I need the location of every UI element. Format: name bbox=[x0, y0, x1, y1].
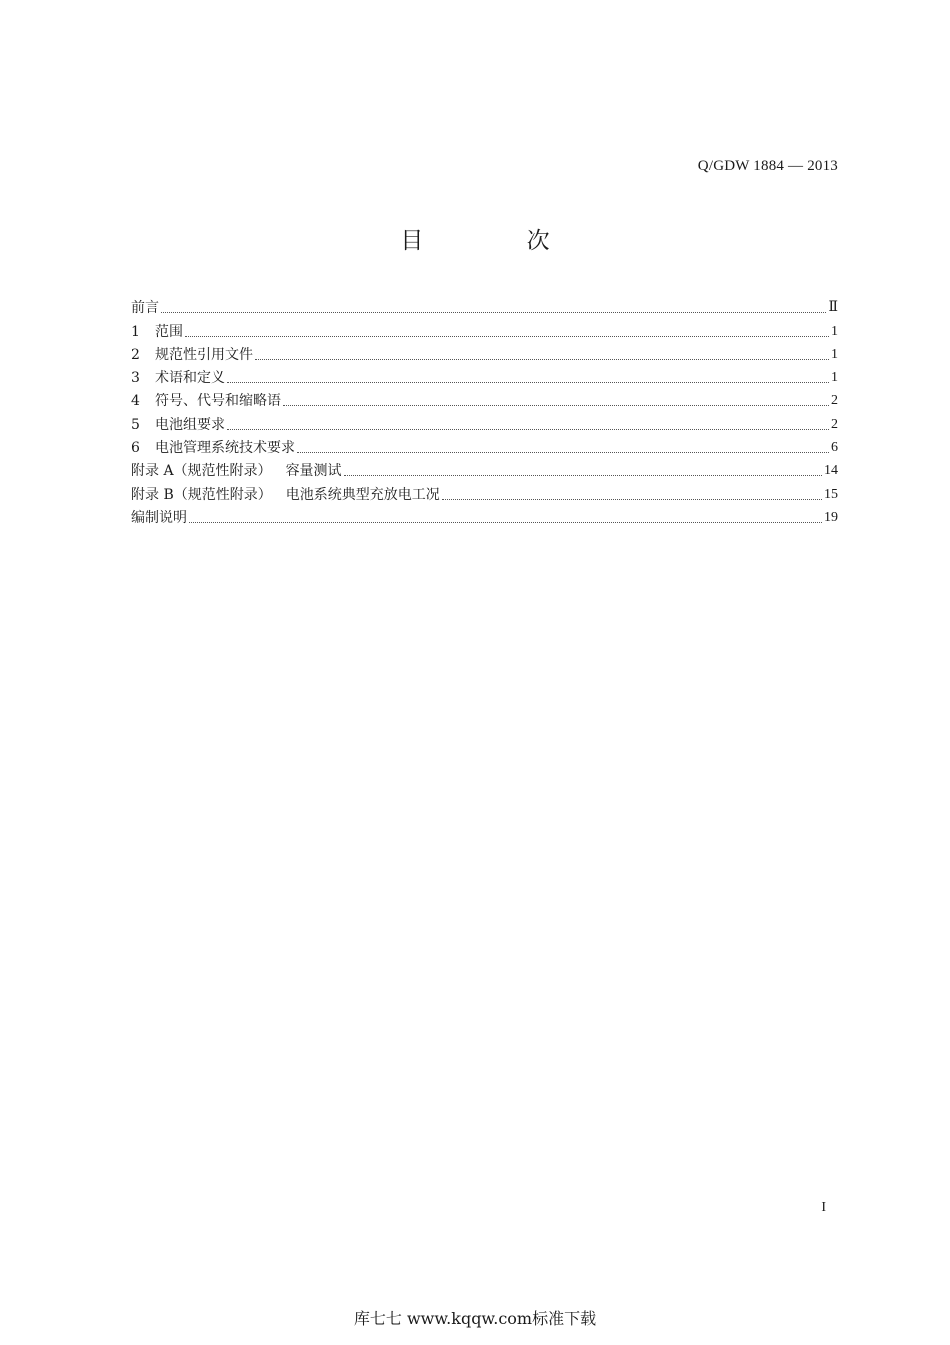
toc-entry-page: 14 bbox=[824, 463, 838, 479]
toc-entry-drafting-notes[interactable] bbox=[131, 505, 838, 528]
toc-entry-1[interactable] bbox=[131, 318, 838, 341]
toc-entry-label bbox=[131, 322, 183, 342]
toc-leader-dots bbox=[227, 382, 829, 383]
toc-entry-page: Ⅱ bbox=[828, 300, 838, 316]
toc-entry-title: 编制说明 bbox=[131, 509, 187, 526]
toc-entry-label bbox=[131, 345, 253, 365]
toc-entry-number: 附录 A（规范性附录） bbox=[131, 463, 272, 480]
toc-entry-page: 2 bbox=[831, 393, 838, 409]
toc-entry-number: 2 bbox=[131, 346, 140, 363]
toc-entry-page: 15 bbox=[824, 486, 838, 502]
toc-entry-page: 1 bbox=[831, 346, 838, 362]
toc-entry-number: 4 bbox=[131, 393, 140, 410]
toc-entry-number: 6 bbox=[131, 440, 140, 457]
toc-entry-2[interactable] bbox=[131, 342, 838, 365]
footer-watermark: 库七七 www.kqqw.com标准下载 bbox=[353, 1309, 597, 1328]
toc-entry-label bbox=[131, 438, 295, 458]
toc-entry-label bbox=[131, 368, 225, 388]
toc-entry-title: 术语和定义 bbox=[155, 370, 225, 387]
toc-entry-label bbox=[131, 485, 440, 505]
toc-leader-dots bbox=[161, 312, 826, 313]
page-number: I bbox=[821, 1200, 826, 1215]
toc-entry-number: 5 bbox=[131, 416, 140, 433]
toc-leader-dots bbox=[283, 405, 829, 406]
toc-leader-dots bbox=[344, 475, 822, 476]
toc-entry-foreword[interactable] bbox=[131, 295, 838, 318]
toc-entry-label bbox=[131, 298, 159, 318]
toc-entry-label bbox=[131, 415, 225, 435]
toc-entry-title: 范围 bbox=[155, 323, 183, 340]
toc-entry-6[interactable] bbox=[131, 435, 838, 458]
toc-entry-number: 3 bbox=[131, 370, 140, 387]
toc-entry-page: 2 bbox=[831, 416, 838, 432]
toc-entry-number: 1 bbox=[131, 323, 140, 340]
toc-entry-title: 前言 bbox=[131, 300, 159, 317]
toc-leader-dots bbox=[189, 522, 822, 523]
toc-entry-page: 6 bbox=[831, 440, 838, 456]
toc-entry-3[interactable] bbox=[131, 365, 838, 388]
toc-entry-label bbox=[131, 508, 187, 528]
toc-entry-page: 1 bbox=[831, 370, 838, 386]
toc-entry-title: 电池系统典型充放电工况 bbox=[285, 486, 440, 503]
table-of-contents bbox=[131, 295, 838, 528]
toc-entry-page: 19 bbox=[824, 509, 838, 525]
toc-entry-5[interactable] bbox=[131, 411, 838, 434]
toc-leader-dots bbox=[255, 359, 829, 360]
toc-entry-page: 1 bbox=[831, 323, 838, 339]
toc-entry-title: 电池组要求 bbox=[155, 416, 225, 433]
toc-entry-appendix-b[interactable] bbox=[131, 481, 838, 504]
toc-entry-number: 附录 B（规范性附录） bbox=[131, 486, 272, 503]
toc-entry-label bbox=[131, 391, 281, 411]
toc-leader-dots bbox=[442, 499, 822, 500]
toc-title: 目 次 bbox=[400, 228, 598, 254]
header-standard-code: Q/GDW 1884 — 2013 bbox=[697, 158, 838, 174]
toc-leader-dots bbox=[185, 336, 829, 337]
toc-entry-label bbox=[131, 461, 342, 481]
toc-entry-title: 容量测试 bbox=[285, 463, 342, 480]
toc-leader-dots bbox=[297, 452, 829, 453]
toc-entry-title: 电池管理系统技术要求 bbox=[155, 440, 295, 457]
toc-entry-title: 符号、代号和缩略语 bbox=[155, 393, 281, 410]
toc-entry-title: 规范性引用文件 bbox=[155, 346, 253, 363]
toc-entry-4[interactable] bbox=[131, 388, 838, 411]
toc-leader-dots bbox=[227, 429, 829, 430]
toc-entry-appendix-a[interactable] bbox=[131, 458, 838, 481]
